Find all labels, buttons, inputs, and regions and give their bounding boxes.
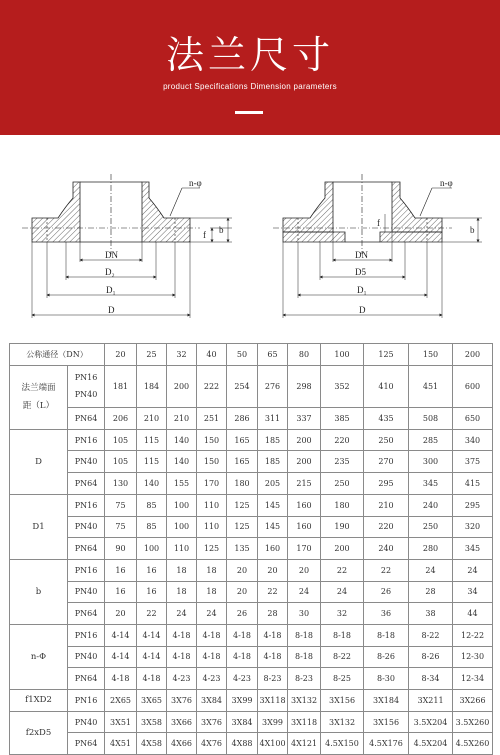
table-row — [10, 365, 493, 407]
value-cell: 170 — [197, 473, 227, 495]
pressure-class-cell: PN40 — [68, 451, 105, 473]
value-cell: 160 — [288, 516, 321, 538]
table-row — [10, 733, 493, 755]
value-cell: 18 — [197, 581, 227, 603]
value-cell: 135 — [227, 538, 258, 560]
value-cell: 85 — [137, 516, 167, 538]
value-cell: 170 — [288, 538, 321, 560]
value-cell: 110 — [197, 494, 227, 516]
table-row — [10, 559, 493, 581]
group-label-line: 距（L） — [22, 401, 55, 412]
dn-value-cell: 65 — [258, 344, 288, 366]
value-cell: 180 — [321, 494, 364, 516]
value-cell: 200 — [321, 538, 364, 560]
value-cell: 12-22 — [453, 624, 493, 646]
value-cell: 311 — [258, 408, 288, 430]
value-cell: 4-18 — [227, 646, 258, 668]
pressure-class-cell: PN16 — [68, 429, 105, 451]
value-cell: 4-18 — [105, 668, 137, 690]
value-cell: 140 — [137, 473, 167, 495]
left-d1-label: D₁ — [106, 285, 116, 295]
value-cell: 4X121 — [288, 733, 321, 755]
value-cell: 110 — [197, 516, 227, 538]
value-cell: 280 — [409, 538, 453, 560]
value-cell: 3X99 — [227, 690, 258, 712]
value-cell: 4X51 — [105, 733, 137, 755]
left-b-label: b — [219, 225, 224, 235]
value-cell: 3X84 — [197, 690, 227, 712]
value-cell: 4-14 — [137, 624, 167, 646]
value-cell: 3X76 — [197, 711, 227, 733]
value-cell: 4-23 — [197, 668, 227, 690]
dn-value-cell: 100 — [321, 344, 364, 366]
value-cell: 205 — [258, 473, 288, 495]
value-cell: 3X66 — [167, 711, 197, 733]
value-cell: 12-30 — [453, 646, 493, 668]
value-cell: 3X132 — [288, 690, 321, 712]
value-cell: 24 — [321, 581, 364, 603]
value-cell: 3X211 — [409, 690, 453, 712]
value-cell: 345 — [409, 473, 453, 495]
value-cell: 320 — [453, 516, 493, 538]
value-cell: 451 — [409, 365, 453, 407]
value-cell: 24 — [409, 559, 453, 581]
value-cell: 235 — [321, 451, 364, 473]
pressure-class-cell: PN64 — [68, 538, 105, 560]
value-cell: 4-18 — [197, 646, 227, 668]
value-cell: 4X100 — [258, 733, 288, 755]
value-cell: 300 — [409, 451, 453, 473]
value-cell: 160 — [288, 494, 321, 516]
value-cell: 415 — [453, 473, 493, 495]
value-cell: 44 — [453, 603, 493, 625]
value-cell: 140 — [167, 451, 197, 473]
dn-value-cell: 200 — [453, 344, 493, 366]
value-cell: 100 — [167, 494, 197, 516]
value-cell: 8-25 — [321, 668, 364, 690]
value-cell: 4-18 — [167, 646, 197, 668]
value-cell: 22 — [364, 559, 409, 581]
table-row — [10, 646, 493, 668]
value-cell: 22 — [258, 581, 288, 603]
value-cell: 4-14 — [137, 646, 167, 668]
header-banner — [0, 0, 500, 135]
value-cell: 140 — [167, 429, 197, 451]
value-cell: 240 — [409, 494, 453, 516]
group-label-cell: b — [10, 559, 68, 624]
value-cell: 165 — [227, 451, 258, 473]
value-cell: 285 — [409, 429, 453, 451]
value-cell: 4-18 — [258, 624, 288, 646]
value-cell: 8-26 — [409, 646, 453, 668]
value-cell: 8-30 — [364, 668, 409, 690]
value-cell: 24 — [288, 581, 321, 603]
value-cell: 8-22 — [321, 646, 364, 668]
dn-value-cell: 25 — [137, 344, 167, 366]
value-cell: 220 — [321, 429, 364, 451]
table-row — [10, 668, 493, 690]
value-cell: 4-18 — [137, 668, 167, 690]
value-cell: 125 — [227, 516, 258, 538]
right-d5-label: D5 — [355, 267, 366, 277]
value-cell: 24 — [197, 603, 227, 625]
pressure-class-cell: PN16 — [68, 494, 105, 516]
value-cell: 4-23 — [227, 668, 258, 690]
value-cell: 125 — [227, 494, 258, 516]
value-cell: 4-14 — [105, 646, 137, 668]
value-cell: 90 — [105, 538, 137, 560]
value-cell: 3.5X204 — [409, 711, 453, 733]
pressure-class-cell: PN16 — [68, 690, 105, 712]
dn-value-cell: 20 — [105, 344, 137, 366]
group-label-cell: n-Φ — [10, 624, 68, 689]
value-cell: 3X99 — [258, 711, 288, 733]
value-cell: 150 — [197, 429, 227, 451]
value-cell: 240 — [364, 538, 409, 560]
value-cell: 4X88 — [227, 733, 258, 755]
value-cell: 28 — [409, 581, 453, 603]
value-cell: 110 — [167, 538, 197, 560]
value-cell: 4X76 — [197, 733, 227, 755]
value-cell: 125 — [197, 538, 227, 560]
value-cell: 210 — [137, 408, 167, 430]
value-cell: 200 — [167, 365, 197, 407]
value-cell: 206 — [105, 408, 137, 430]
value-cell: 3X76 — [167, 690, 197, 712]
dn-value-cell: 150 — [409, 344, 453, 366]
dn-value-cell: 50 — [227, 344, 258, 366]
table-row — [10, 690, 493, 712]
value-cell: 3X266 — [453, 690, 493, 712]
value-cell: 8-18 — [288, 624, 321, 646]
value-cell: 8-18 — [364, 624, 409, 646]
value-cell: 115 — [137, 451, 167, 473]
group-label-cell — [10, 365, 68, 429]
right-f-label: f — [377, 218, 380, 228]
value-cell: 4.5X176 — [364, 733, 409, 755]
raised-face-flange-section — [273, 174, 482, 318]
value-cell: 16 — [137, 559, 167, 581]
value-cell: 28 — [258, 603, 288, 625]
flange-drawing — [0, 170, 500, 320]
value-cell: 222 — [197, 365, 227, 407]
value-cell: 270 — [364, 451, 409, 473]
value-cell: 26 — [227, 603, 258, 625]
value-cell: 4.5X204 — [409, 733, 453, 755]
value-cell: 215 — [288, 473, 321, 495]
left-f-label: f — [203, 230, 206, 240]
table-row — [10, 538, 493, 560]
value-cell: 4-23 — [167, 668, 197, 690]
value-cell: 295 — [364, 473, 409, 495]
value-cell: 254 — [227, 365, 258, 407]
value-cell: 4-18 — [227, 624, 258, 646]
value-cell: 251 — [197, 408, 227, 430]
value-cell: 200 — [288, 451, 321, 473]
value-cell: 4-18 — [197, 624, 227, 646]
page-subtitle: product Specifications Dimension parameters — [163, 82, 337, 91]
value-cell: 3X65 — [137, 690, 167, 712]
value-cell: 600 — [453, 365, 493, 407]
value-cell: 8-34 — [409, 668, 453, 690]
value-cell: 20 — [227, 581, 258, 603]
value-cell: 20 — [258, 559, 288, 581]
value-cell: 435 — [364, 408, 409, 430]
value-cell: 12-34 — [453, 668, 493, 690]
pressure-class-cell: PN40 — [68, 711, 105, 733]
value-cell: 3X184 — [364, 690, 409, 712]
value-cell: 34 — [453, 581, 493, 603]
pressure-class-cell: PN64 — [68, 733, 105, 755]
value-cell: 4.5X150 — [321, 733, 364, 755]
value-cell: 3X118 — [258, 690, 288, 712]
value-cell: 508 — [409, 408, 453, 430]
value-cell: 185 — [258, 451, 288, 473]
value-cell: 375 — [453, 451, 493, 473]
value-cell: 3X51 — [105, 711, 137, 733]
table-row — [10, 624, 493, 646]
table-row — [10, 581, 493, 603]
value-cell: 4.5X260 — [453, 733, 493, 755]
pressure-class-cell: PN16 — [68, 624, 105, 646]
value-cell: 345 — [453, 538, 493, 560]
value-cell: 295 — [453, 494, 493, 516]
dn-header-cell: 公称通径（DN） — [10, 344, 105, 366]
value-cell: 184 — [137, 365, 167, 407]
value-cell: 4-18 — [167, 624, 197, 646]
table-row — [10, 473, 493, 495]
value-cell: 3X132 — [321, 711, 364, 733]
value-cell: 250 — [321, 473, 364, 495]
dn-value-cell: 125 — [364, 344, 409, 366]
value-cell: 145 — [258, 494, 288, 516]
value-cell: 3.5X260 — [453, 711, 493, 733]
pressure-class-cell: PN16 PN40 — [68, 365, 105, 407]
value-cell: 150 — [197, 451, 227, 473]
value-cell: 185 — [258, 429, 288, 451]
value-cell: 22 — [137, 603, 167, 625]
value-cell: 20 — [105, 603, 137, 625]
value-cell: 85 — [137, 494, 167, 516]
value-cell: 3X156 — [321, 690, 364, 712]
value-cell: 24 — [453, 559, 493, 581]
group-label-cell: D — [10, 429, 68, 494]
value-cell: 8-23 — [288, 668, 321, 690]
dn-value-cell: 80 — [288, 344, 321, 366]
group-label-cell: f2xD5 — [10, 711, 68, 754]
value-cell: 181 — [105, 365, 137, 407]
value-cell: 2X65 — [105, 690, 137, 712]
pressure-class-cell: PN64 — [68, 668, 105, 690]
table-row — [10, 494, 493, 516]
pressure-class-cell: PN16 — [68, 559, 105, 581]
value-cell: 298 — [288, 365, 321, 407]
value-cell: 115 — [137, 429, 167, 451]
value-cell: 4-14 — [105, 624, 137, 646]
value-cell: 8-22 — [409, 624, 453, 646]
value-cell: 165 — [227, 429, 258, 451]
value-cell: 4-18 — [258, 646, 288, 668]
value-cell: 4X66 — [167, 733, 197, 755]
title-divider — [235, 111, 263, 114]
value-cell: 75 — [105, 516, 137, 538]
value-cell: 385 — [321, 408, 364, 430]
pressure-class-cell: PN64 — [68, 408, 105, 430]
value-cell: 8-26 — [364, 646, 409, 668]
value-cell: 20 — [288, 559, 321, 581]
value-cell: 18 — [197, 559, 227, 581]
value-cell: 220 — [364, 516, 409, 538]
left-dn-label: DN — [105, 250, 118, 260]
value-cell: 20 — [227, 559, 258, 581]
right-dn-label: DN — [355, 250, 368, 260]
value-cell: 8-18 — [288, 646, 321, 668]
value-cell: 145 — [258, 516, 288, 538]
pressure-class-cell: PN40 — [68, 581, 105, 603]
value-cell: 8-23 — [258, 668, 288, 690]
value-cell: 210 — [364, 494, 409, 516]
value-cell: 180 — [227, 473, 258, 495]
flange-spec-table — [9, 343, 493, 755]
pressure-class-cell: PN40 — [68, 646, 105, 668]
value-cell: 24 — [167, 603, 197, 625]
right-d1-label: D₁ — [357, 285, 367, 295]
right-b-label: b — [470, 225, 475, 235]
value-cell: 250 — [409, 516, 453, 538]
group-label-cell: f1XD2 — [10, 690, 68, 712]
left-nphi-label: n-φ — [189, 178, 202, 188]
value-cell: 18 — [167, 581, 197, 603]
value-cell: 337 — [288, 408, 321, 430]
value-cell: 4X58 — [137, 733, 167, 755]
value-cell: 340 — [453, 429, 493, 451]
value-cell: 160 — [258, 538, 288, 560]
value-cell: 8-18 — [321, 624, 364, 646]
value-cell: 200 — [288, 429, 321, 451]
table-row — [10, 516, 493, 538]
value-cell: 250 — [364, 429, 409, 451]
dn-value-cell: 32 — [167, 344, 197, 366]
right-nphi-label: n-φ — [440, 178, 453, 188]
value-cell: 410 — [364, 365, 409, 407]
table-row — [10, 429, 493, 451]
table-row — [10, 451, 493, 473]
table-row — [10, 408, 493, 430]
table-row — [10, 603, 493, 625]
value-cell: 16 — [105, 581, 137, 603]
pressure-class-cell: PN64 — [68, 473, 105, 495]
value-cell: 210 — [167, 408, 197, 430]
value-cell: 3X156 — [364, 711, 409, 733]
value-cell: 155 — [167, 473, 197, 495]
pressure-class-cell: PN64 — [68, 603, 105, 625]
group-label-cell: D1 — [10, 494, 68, 559]
value-cell: 352 — [321, 365, 364, 407]
value-cell: 36 — [364, 603, 409, 625]
value-cell: 32 — [321, 603, 364, 625]
value-cell: 105 — [105, 451, 137, 473]
pressure-class-cell: PN40 — [68, 516, 105, 538]
table-header-row — [10, 344, 493, 366]
right-d-label: D — [359, 305, 366, 315]
value-cell: 30 — [288, 603, 321, 625]
left-d2-label: D₂ — [105, 267, 115, 277]
value-cell: 38 — [409, 603, 453, 625]
value-cell: 130 — [105, 473, 137, 495]
value-cell: 26 — [364, 581, 409, 603]
left-d-label: D — [108, 305, 115, 315]
value-cell: 3X118 — [288, 711, 321, 733]
table-row — [10, 711, 493, 733]
page-title: 法兰尺寸 — [165, 33, 334, 77]
value-cell: 3X58 — [137, 711, 167, 733]
value-cell: 100 — [167, 516, 197, 538]
weld-neck-flange-section — [22, 174, 232, 318]
value-cell: 18 — [167, 559, 197, 581]
value-cell: 100 — [137, 538, 167, 560]
group-label-line: 法兰端面 — [21, 383, 56, 394]
value-cell: 75 — [105, 494, 137, 516]
value-cell: 650 — [453, 408, 493, 430]
value-cell: 190 — [321, 516, 364, 538]
value-cell: 22 — [321, 559, 364, 581]
value-cell: 276 — [258, 365, 288, 407]
value-cell: 16 — [105, 559, 137, 581]
dn-value-cell: 40 — [197, 344, 227, 366]
value-cell: 286 — [227, 408, 258, 430]
value-cell: 16 — [137, 581, 167, 603]
value-cell: 105 — [105, 429, 137, 451]
value-cell: 3X84 — [227, 711, 258, 733]
